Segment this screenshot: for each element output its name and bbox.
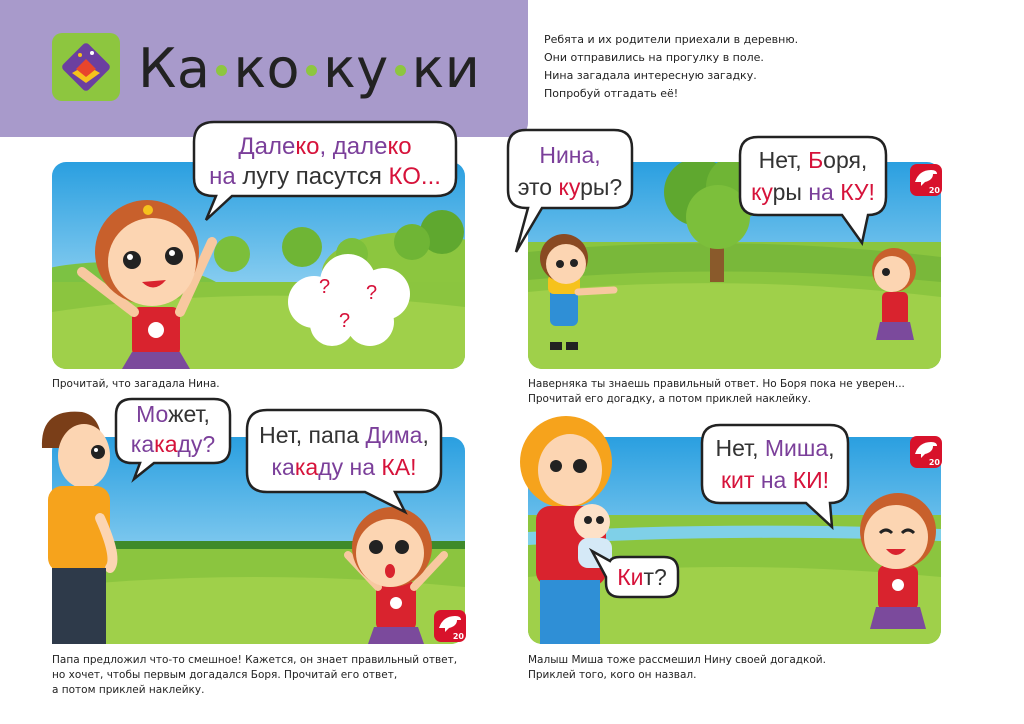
title-syllable: ки — [411, 37, 481, 100]
syllable: КУ! — [833, 179, 875, 205]
syllable: ры? — [580, 174, 623, 200]
intro-text — [544, 31, 798, 103]
dad-character — [30, 408, 122, 644]
syllable: ка — [154, 431, 178, 457]
caption-line: Малыш Миша тоже рассмешил Нину своей догадкой. — [528, 654, 826, 666]
speech-bubble-nina-3 — [245, 408, 443, 494]
syllable: КА! — [375, 454, 417, 480]
page-title — [138, 34, 480, 104]
syllable: ку — [751, 179, 773, 205]
syllable: ка — [271, 454, 295, 480]
intro-line: Ребята и их родители приехали в деревню. — [544, 33, 799, 46]
intro-line: Попробуй отгадать её! — [544, 87, 679, 100]
logo — [52, 33, 120, 101]
syllable: Ки — [617, 564, 644, 590]
syllable: ка — [294, 454, 319, 480]
syllable-dot — [216, 65, 227, 76]
sticker-badge[interactable] — [434, 610, 466, 642]
syllable: , дале — [319, 133, 388, 160]
caption-line: Прочитай, что загадала Нина. — [52, 378, 220, 390]
syllable: Нет, папа — [259, 422, 366, 448]
caption-line: Наверняка ты знаешь правильный ответ. Но Боря пока не уверен... — [528, 378, 905, 390]
syllable: ко — [295, 133, 320, 160]
title-syllable: ко — [233, 37, 301, 100]
caption-line: а потом приклей наклейку. — [52, 684, 205, 696]
sticker-number: 20 — [928, 458, 940, 467]
dolphin-icon — [913, 166, 939, 188]
speech-bubble-borya-1 — [506, 128, 634, 210]
caption-panel-1 — [52, 377, 220, 392]
syllable: Миша — [764, 435, 829, 461]
speech-bubble-nina-2 — [738, 135, 888, 217]
title-syllable: Ка — [138, 37, 211, 100]
sticker-badge[interactable] — [910, 436, 942, 468]
speech-bubble-nina-1 — [192, 120, 458, 200]
sticker-number: 20 — [452, 632, 464, 641]
sticker-number: 20 — [928, 186, 940, 195]
syllable: , — [422, 422, 429, 448]
dolphin-icon — [913, 438, 939, 460]
intro-line: Они отправились на прогулку в поле. — [544, 51, 764, 64]
syllable: лугу пасутся — [235, 163, 389, 190]
syllable: жет, — [168, 401, 210, 427]
caption-line: Приклей того, кого он назвал. — [528, 669, 697, 681]
speech-text: Нина, — [539, 142, 601, 168]
question-mark-1: ? — [319, 276, 331, 298]
intro-line: Нина загадала интересную загадку. — [544, 69, 757, 82]
question-mark-2: ? — [366, 282, 378, 304]
caption-panel-3 — [52, 653, 457, 698]
question-mark-3: ? — [339, 310, 351, 332]
syllable: ко — [387, 133, 412, 160]
caption-line: Прочитай его догадку, а потом приклей наклейку. — [528, 393, 812, 405]
syllable: на — [760, 467, 787, 493]
syllable: ду? — [177, 431, 216, 457]
caption-panel-2 — [528, 377, 905, 407]
syllable: кит — [720, 467, 755, 493]
syllable: Мо — [136, 401, 169, 427]
syllable: Дима — [365, 422, 423, 448]
syllable: КИ! — [786, 467, 830, 493]
syllable: Нет, — [758, 147, 809, 173]
syllable: , — [828, 435, 835, 461]
caption-line: Папа предложил что-то смешное! Кажется, он знает правильный ответ, — [52, 654, 458, 666]
syllable-dot — [395, 65, 406, 76]
dolphin-icon — [437, 612, 463, 634]
syllable: на — [808, 179, 834, 205]
syllable: оря, — [823, 147, 868, 173]
syllable-dot — [306, 65, 317, 76]
speech-bubble-baby — [604, 555, 680, 599]
caption-panel-4 — [528, 653, 826, 683]
sticker-badge[interactable] — [910, 164, 942, 196]
syllable: на — [349, 454, 375, 480]
book-stars-icon — [58, 39, 114, 95]
speech-bubble-dad — [114, 397, 232, 465]
syllable: Б — [808, 147, 824, 173]
title-syllable: ку — [323, 37, 389, 100]
syllable: это — [517, 174, 559, 200]
syllable: ку — [558, 174, 581, 200]
caption-line: но хочет, чтобы первым догадался Боря. Прочитай его ответ, — [52, 669, 398, 681]
syllable: КО... — [388, 163, 441, 190]
speech-bubble-nina-4 — [700, 423, 850, 505]
syllable: на — [209, 163, 236, 190]
syllable: Нет, — [715, 435, 765, 461]
syllable: ры — [772, 179, 809, 205]
syllable: Дале — [238, 133, 296, 160]
syllable: т? — [643, 564, 667, 590]
syllable: ду — [318, 454, 350, 480]
syllable: ка — [130, 431, 155, 457]
mom-baby-characters — [516, 410, 626, 644]
